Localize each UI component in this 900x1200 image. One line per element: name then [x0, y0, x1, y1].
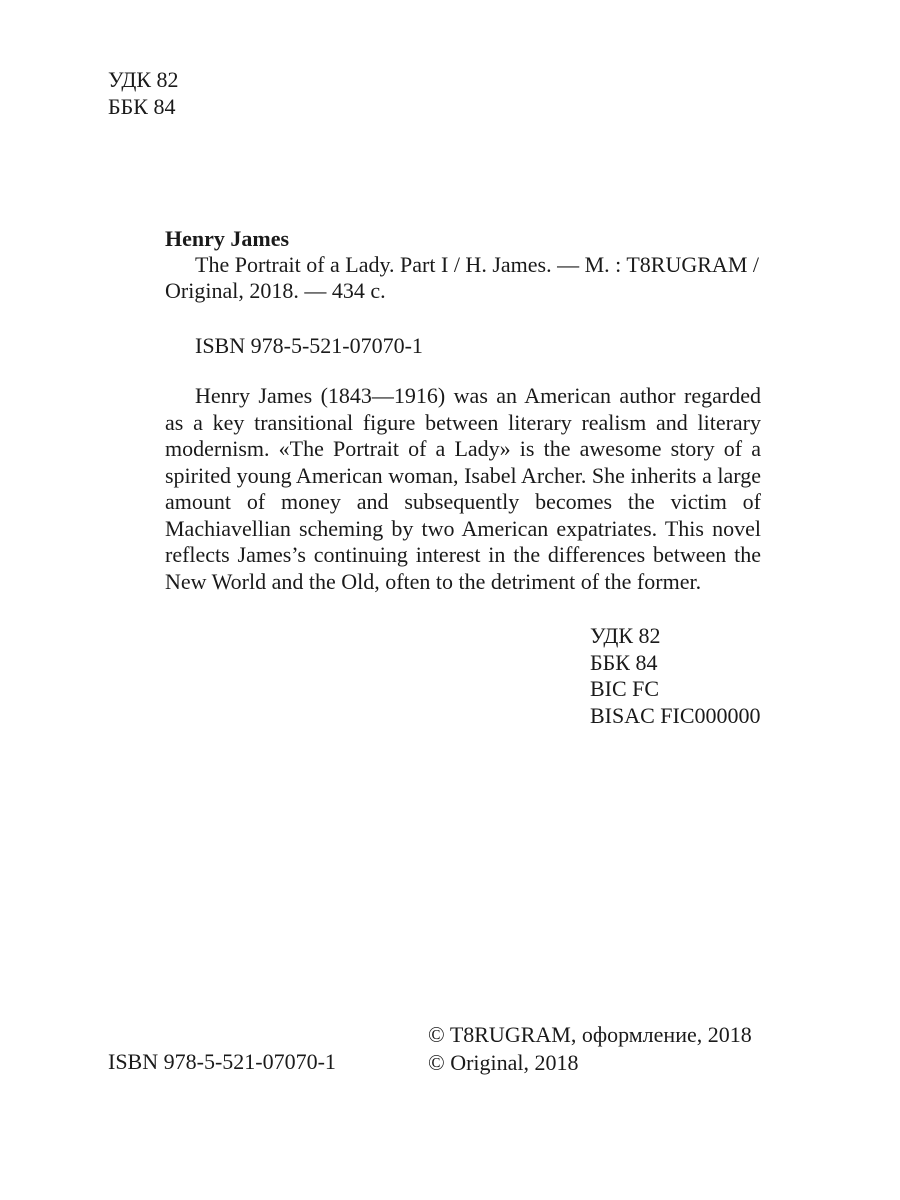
copyright-original: © Original, 2018: [428, 1050, 579, 1075]
catalog-record: [165, 226, 761, 595]
author-name: Henry James: [165, 226, 290, 251]
udk-code: УДК 82: [108, 67, 179, 92]
book-annotation: Henry James (1843—1916) was an American author regarded as a key transitional figure between literary realism and literary modernism. «The Portrait of a Lady» is the awesome story of a spirited young American woman, Isabel Archer. She inherits a large amount of money and subsequently becomes the victim of Machiavellian scheming by two American expatriates. This novel reflects James’s continuing interest in the differences between the New World and the Old, often to the detriment of the former.: [165, 383, 761, 594]
classification-bisac: BISAC FIC000000: [590, 702, 761, 728]
copyright-block: [428, 1021, 752, 1077]
top-classification-codes: [108, 66, 179, 120]
bibliographic-description: The Portrait of a Lady. Part I / H. James. — M. : T8RUGRAM / Original, 2018. — 434 c.: [165, 252, 759, 303]
classification-bbk: ББК 84: [590, 649, 658, 675]
classification-udk: УДК 82: [590, 623, 661, 648]
classification-bic: BIC FC: [590, 676, 660, 701]
classification-codes: [590, 623, 761, 729]
record-isbn: ISBN 978-5-521-07070-1: [195, 333, 423, 358]
copyright-design: © T8RUGRAM, оформление, 2018: [428, 1022, 752, 1047]
footer-isbn: ISBN 978-5-521-07070-1: [108, 1049, 336, 1074]
bbk-code: ББК 84: [108, 94, 176, 119]
